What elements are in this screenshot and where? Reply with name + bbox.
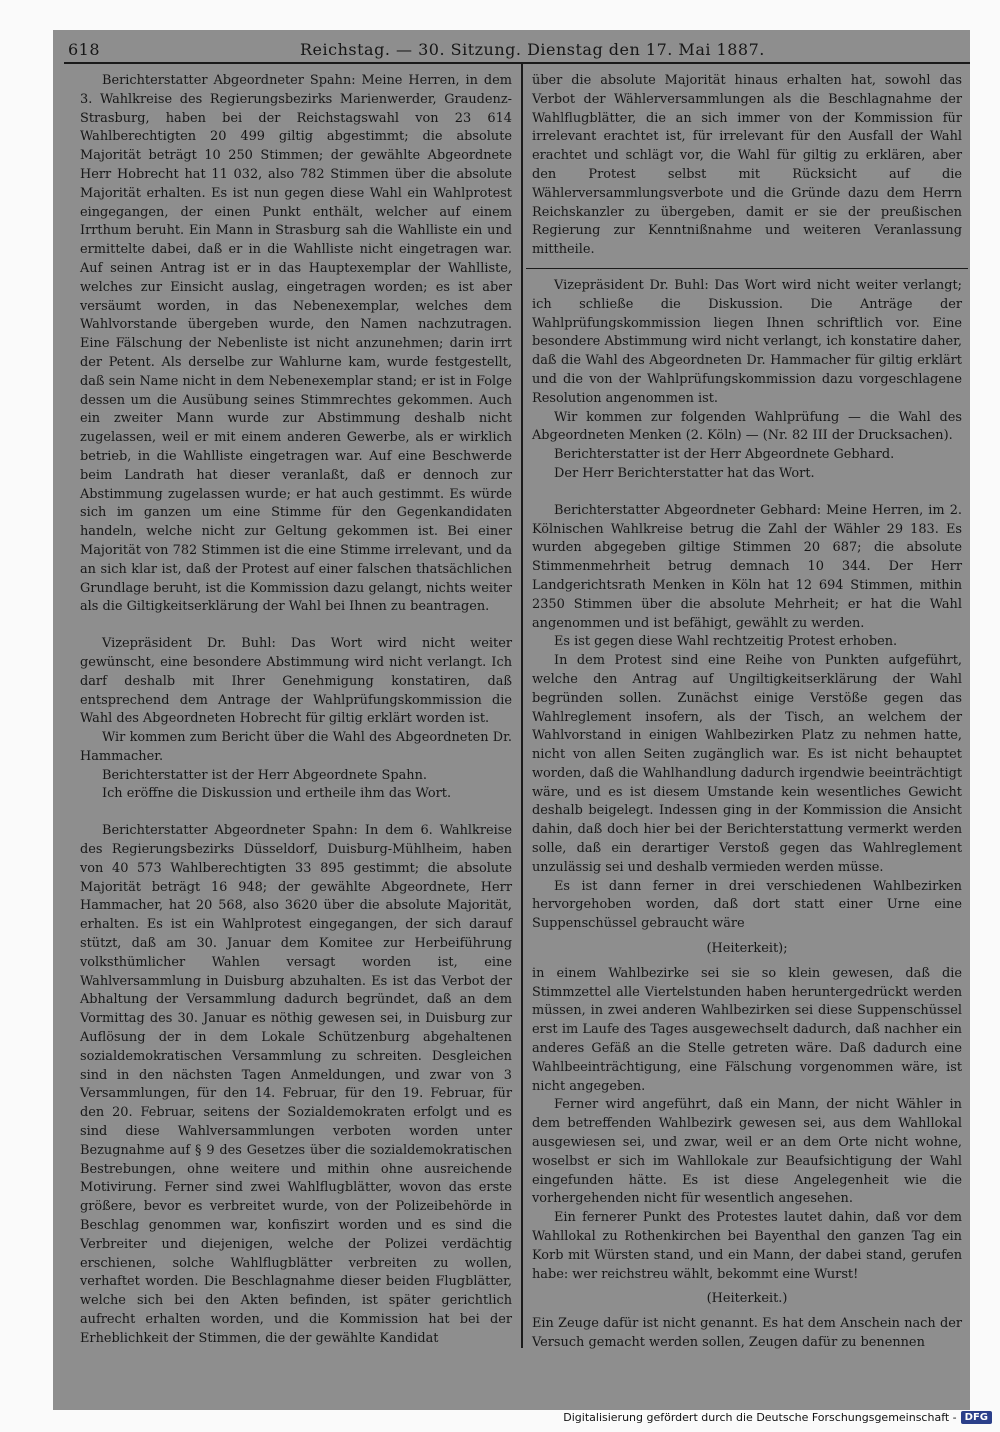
paragraph: Wir kommen zum Bericht über die Wahl des Abgeordneten Dr. Hammacher. [80, 730, 512, 764]
paragraph: Ich eröffne die Diskussion und ertheile ihm das Wort. [102, 786, 452, 802]
paragraph: Es ist gegen diese Wahl rechtzeitig Protest erhoben. [554, 634, 898, 650]
interjection: (Heiterkeit); [706, 941, 788, 957]
paragraph: Berichterstatter Abgeordneter Gebhard: Meine Herren, im 2. Kölnischen Wahlkreise betrug die Zahl der Wähler 29 183. Es wurden abgegeben giltige Stimmen 20 687; die absolute Stimmenmehrheit betrug demnach 10 344. Der Herr Landgerichtsrath Menken in Köln hat 12 694 Stimmen, mithin 2350 Stimmen über die absolute Mehrheit; er hat die Wahl angenommen und ist befähigt, gewählt zu werden. [532, 502, 962, 631]
paragraph: in einem Wahlbezirke sei sie so klein gewesen, daß die Stimmzettel alle Viertelstunden haben heruntergedrückt werden müssen, in zwei anderen Wahlbezirken sei diese Suppenschüssel erst im Laufe des Tages ausgewechselt dadurch, daß nachher ein anderes Gefäß an die Stelle getreten wäre. Daß dadurch eine Wahlbeeinträchtigung, eine Fälschung vorgenommen wäre, ist nicht angegeben. [532, 965, 962, 1094]
paragraph: Der Herr Berichterstatter hat das Wort. [554, 465, 815, 481]
page-header [68, 36, 968, 64]
column-divider [521, 64, 523, 1348]
paragraph: Vizepräsident Dr. Buhl: Das Wort wird nicht weiter verlangt; ich schließe die Diskussion. Die Anträge der Wahlprüfungskommission liegen Ihnen schriftlich vor. Eine besondere Abstimmung wird nicht verlangt, ich konstatire daher, daß die Wahl des Abgeordneten Dr. Hammacher für giltig erklärt und die von der Wahlprüfungskommission dazu vorgeschlagene Resolution angenommen ist. [532, 277, 962, 406]
paragraph: In dem Protest sind eine Reihe von Punkten aufgeführt, welche den Antrag auf Ungiltigkeitserklärung der Wahl begründen sollen. Zunächst einige Verstöße gegen das Wahlreglement insofern, als der Tisch, an welchem der Wahlvorstand in einigen Wahlbezirken Platz zu nehmen hatte, nicht von allen Seiten zugänglich war. Es ist nicht behauptet worden, daß die Wahlhandlung dadurch irgendwie beeinträchtigt wäre, und es ist diesem Umstande kein wesentliches Gewicht deshalb beigelegt. Indessen ging in der Kommission die Ansicht dahin, daß doch hier bei der Berichterstattung vermerkt werden solle, daß ein derartiger Verstoß gegen das Wahlreglement unzulässig sei und deshalb vermieden werden müsse. [532, 653, 962, 875]
dfg-logo: DFG [961, 1411, 992, 1424]
interjection: (Heiterkeit.) [706, 1291, 788, 1307]
paragraph: Ferner wird angeführt, daß ein Mann, der nicht Wähler in dem betreffenden Wahlbezirk gewesen sei, aus dem Wahllokal ausgewiesen sei, und zwar, weil er an dem Orte nicht wohne, woselbst er sich im Wahllokale zur Beaufsichtigung der Wahl eingefunden hätte. Es ist diese Angelegenheit wie die vorhergehenden nicht für wesentlich angesehen. [532, 1097, 962, 1207]
section-rule [526, 268, 968, 269]
header-rule [64, 62, 970, 64]
right-column [532, 72, 962, 1353]
paragraph: Ein fernerer Punkt des Protestes lautet dahin, daß vor dem Wahllokal zu Rothenkirchen bei Bayenthal den ganzen Tag ein Korb mit Würsten stand, und ein Mann, der dabei stand, gerufen habe: wer reichstreu wählt, bekommt eine Wurst! [532, 1210, 962, 1282]
paragraph: Berichterstatter ist der Herr Abgeordnete Spahn. [102, 767, 427, 783]
page-number: 618 [68, 40, 101, 59]
footer [563, 1408, 992, 1426]
paragraph: Berichterstatter ist der Herr Abgeordnete Gebhard. [554, 447, 895, 463]
paragraph: über die absolute Majorität hinaus erhalten hat, sowohl das Verbot der Wählerversammlungen als die Beschlagnahme der Wahlflugblätter, die an sich immer von der Kommission für irrelevant erachtet ist, für irrelevant für den Ausfall der Wahl erachtet und schlägt vor, die Wahl für giltig zu erklären, aber den Protest selbst mit Rücksicht auf die Wählerversammlungsverbote und die Gründe dazu dem Herrn Reichskanzler zu übergeben, damit er sie der preußischen Regierung zur Kenntnißnahme und weiteren Veranlassung mittheile. [532, 73, 962, 258]
footer-text: Digitalisierung gefördert durch die Deutsche Forschungsgemeinschaft - [563, 1410, 957, 1424]
paragraph: Ein Zeuge dafür ist nicht genannt. Es hat dem Anschein nach der Versuch gemacht werden sollen, Zeugen dafür zu benennen [532, 1316, 962, 1350]
paragraph: Wir kommen zur folgenden Wahlprüfung — die Wahl des Abgeordneten Menken (2. Köln) — (Nr. 82 III der Drucksachen). [532, 409, 962, 444]
paragraph: Berichterstatter Abgeordneter Spahn: Meine Herren, in dem 3. Wahlkreise des Regierungsbezirks Marienwerder, Graudenz-Strasburg, haben bei der Reichstagswahl von 23 614 Wahlberechtigten 20 499 giltig abgestimmt; die absolute Majorität beträgt 10 250 Stimmen; der gewählte Abgeordnete Herr Hobrecht hat 11 032, also 782 Stimmen über die absolute Majorität erhalten. Es ist nun gegen diese Wahl ein Wahlprotest eingegangen, der einen Punkt enthält, welcher auf einem Irrthum beruht. Ein Mann in Strasburg sah die Wahlliste ein und ermittelte dabei, daß er in die Wahlliste nicht eingetragen war. Auf seinen Antrag ist er in das Hauptexemplar der Wahlliste, welches zur Einsicht auslag, eingetragen worden; es ist aber versäumt worden, in das Nebenexemplar, welches dem Wahlvorstande übergeben wurde, den Namen nachzutragen. Eine Fälschung der Nebenliste ist nicht anzunehmen; darin irrt der Petent. Als derselbe zur Wahlurne kam, wurde festgestellt, daß sein Name nicht in dem Nebenexemplar stand; er ist in Folge dessen um die Ausübung seines Stimmrechtes gekommen. Auch ein zweiter Mann wurde zur Abstimmung deshalb nicht zugelassen, weil er mit einem anderen Gewerbe, als er wirklich betrieb, in die Wahlliste eingetragen war. Auf eine Beschwerde beim Landrath hat dieser veranlaßt, daß er dennoch zur Abstimmung zugelassen wurde; er hat auch gestimmt. Es würde sich im ganzen um eine Stimme für den Gegenkandidaten handeln, welche nicht zur Geltung gekommen ist. Bei einer Majorität von 782 Stimmen ist die eine Stimme irrelevant, und da an sich klar ist, daß der Protest auf einer falschen thatsächlichen Grundlage beruht, ist die Kommission dazu gelangt, nichts weiter als die Giltigkeitserklärung der Wahl bei Ihnen zu beantragen. [80, 73, 512, 615]
left-column [80, 72, 512, 1349]
paragraph: Vizepräsident Dr. Buhl: Das Wort wird nicht weiter gewünscht, eine besondere Abstimmung wird nicht verlangt. Ich darf deshalb mit Ihrer Genehmigung konstatiren, daß entsprechend dem Antrage der Wahlprüfungskommission die Wahl des Abgeordneten Hobrecht für giltig erklärt worden ist. [80, 636, 512, 727]
paragraph: Berichterstatter Abgeordneter Spahn: In dem 6. Wahlkreise des Regierungsbezirks Düsseldorf, Duisburg-Mühlheim, haben von 40 573 Wahlberechtigten 33 895 gestimmt; die absolute Majorität beträgt 16 948; der gewählte Abgeordnete, Herr Hammacher, hat 20 568, also 3620 über die absolute Majorität, erhalten. Es ist ein Wahlprotest eingegangen, der sich darauf stützt, daß am 30. Januar dem Komitee zur Herbeiführung volksthümlicher Wahlen versagt worden ist, eine Wahlversammlung in Duisburg abzuhalten. Es ist das Verbot der Abhaltung der Versammlung dadurch begründet, daß an dem Vormittag des 30. Januar es nöthig gewesen sei, in Duisburg zur Auflösung der in dem Lokale Schützenburg abgehaltenen sozialdemokratischen Versammlung zu schreiten. Desgleichen sind in den nächsten Tagen Anmeldungen, und zwar von 3 Versammlungen, für den 14. Februar, für den 19. Februar, für den 20. Februar, seitens der Sozialdemokraten erfolgt und es sind diese Wahlversammlungen verboten worden unter Bezugnahme auf § 9 des Gesetzes über die sozialdemokratischen Bestrebungen, ohne weitere und mithin ohne ausreichende Motivirung. Ferner sind zwei Wahlflugblätter, wovon das erste größere, bevor es verbreitet wurde, von der Polizeibehörde in Beschlag genommen war, konfiszirt worden und es sind die Verbreiter und diejenigen, welche der Polizei verdächtig erschienen, solche Wahlflugblätter verbreiten zu wollen, verhaftet worden. Die Beschlagnahme dieser beiden Flugblätter, welche sich bei den Akten befinden, ist später gerichtlich aufrecht erhalten worden, und die Kommission hat bei der Erheblichkeit der Stimmen, die der gewählte Kandidat [80, 823, 512, 1346]
running-title: Reichstag. — 30. Sitzung. Dienstag den 17. Mai 1887. [300, 40, 765, 59]
paragraph: Es ist dann ferner in drei verschiedenen Wahlbezirken hervorgehoben worden, daß dort statt einer Urne eine Suppenschüssel gebraucht wäre [532, 878, 962, 932]
